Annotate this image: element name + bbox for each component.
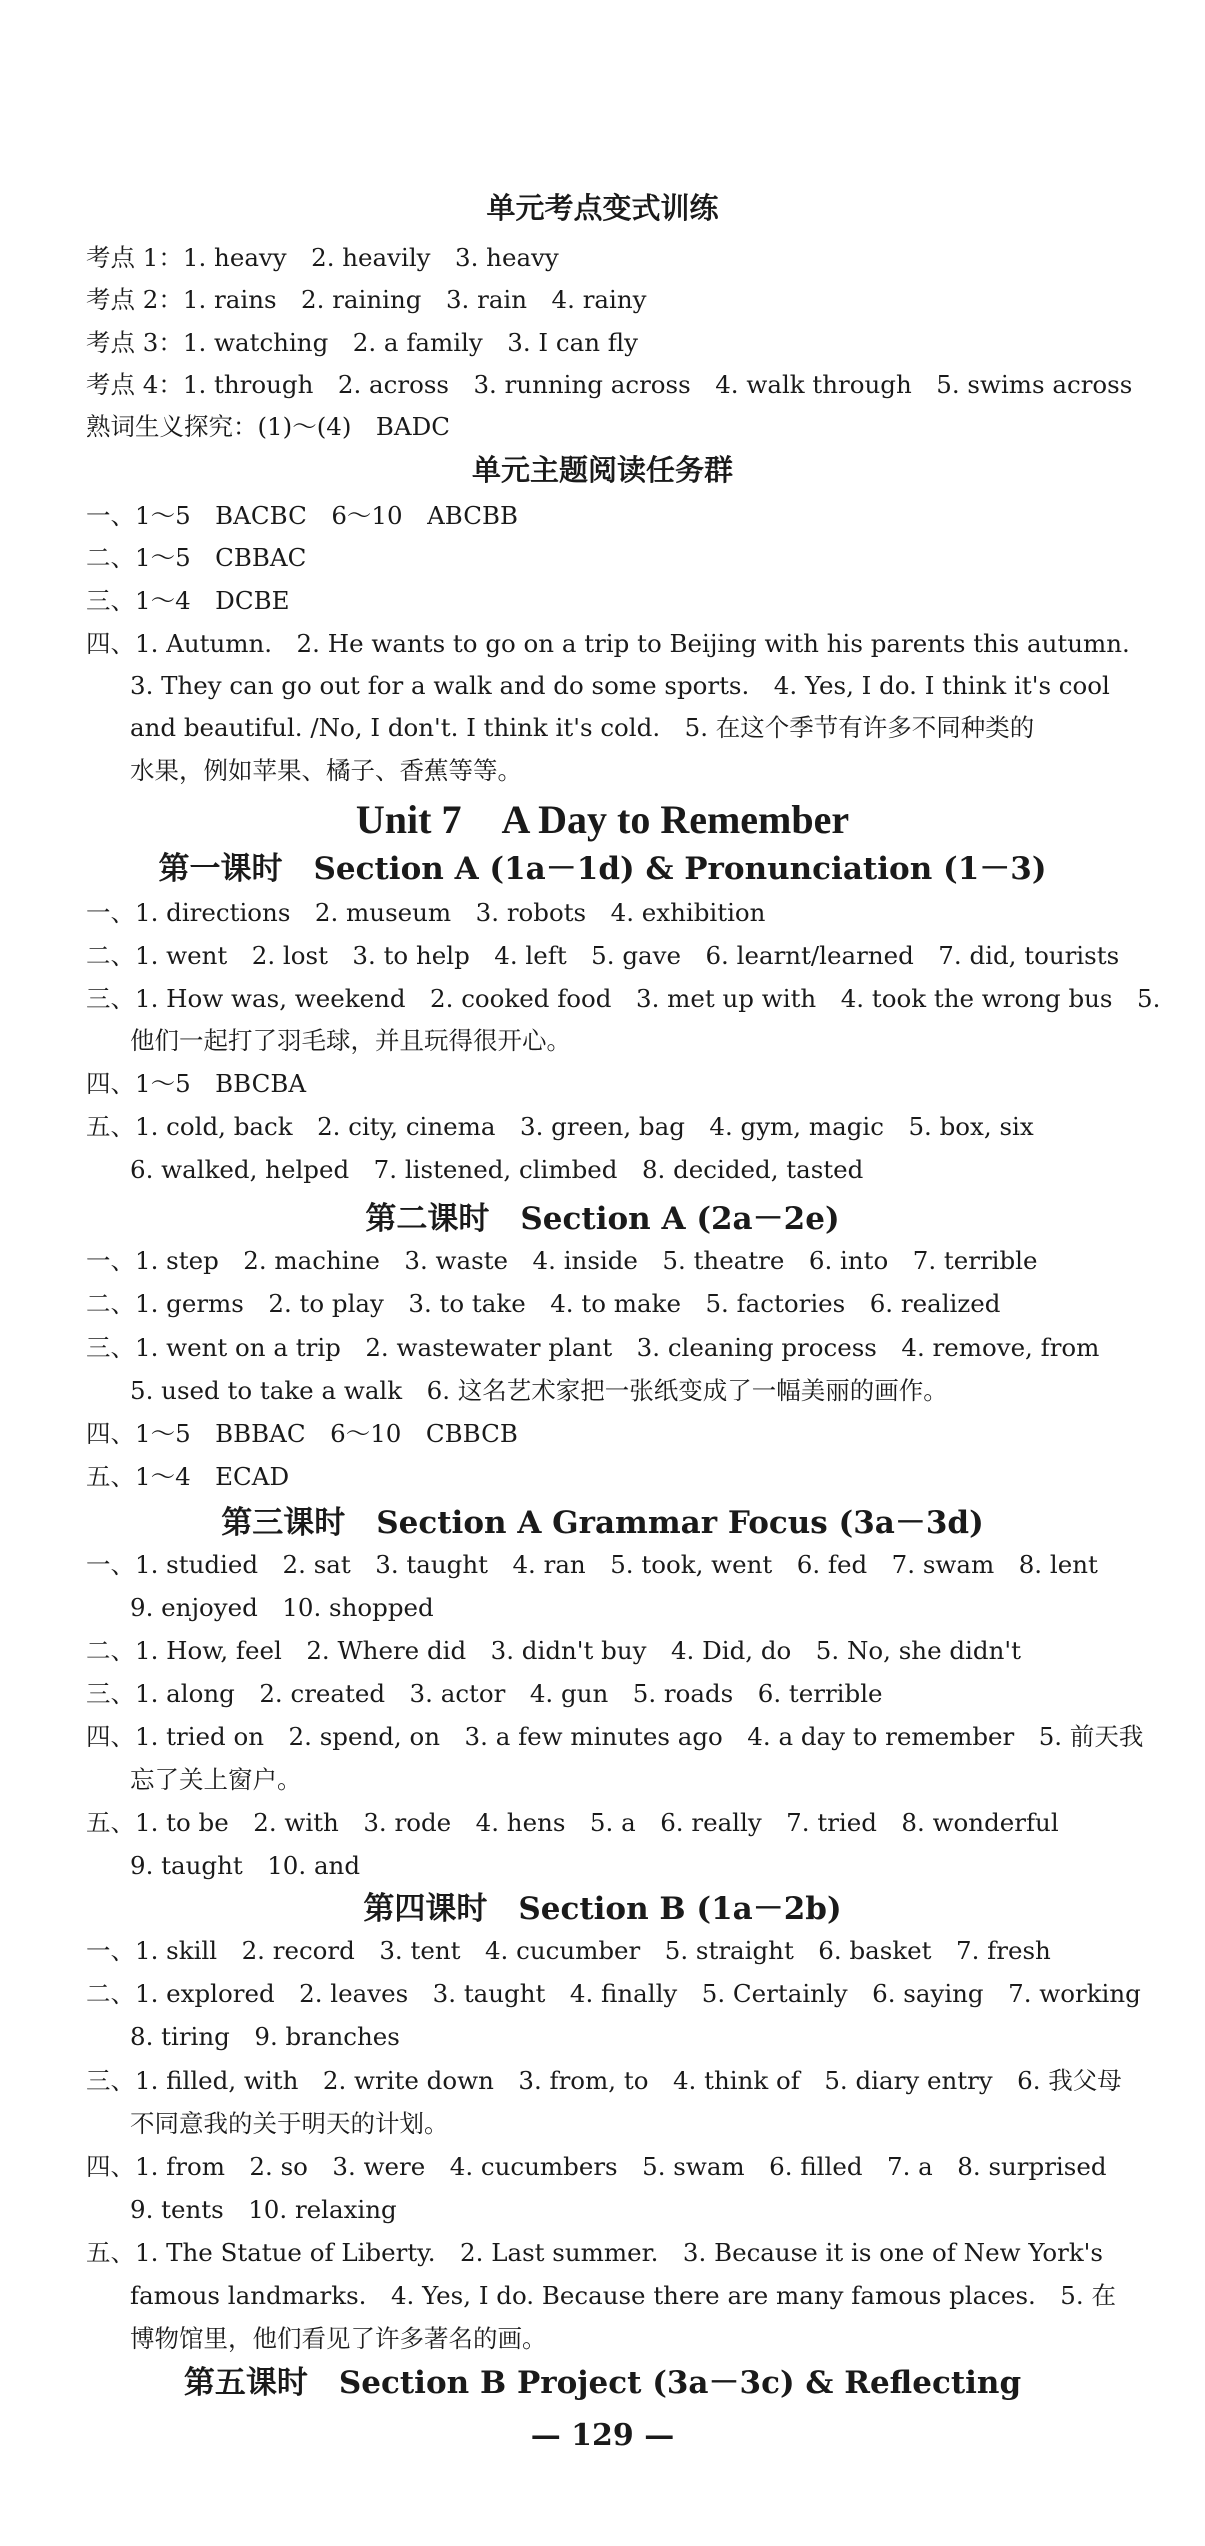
answer-line: 三、1. went on a trip 2. wastewater plant 3. cleaning process 4. remove, from [86, 1333, 1100, 1362]
answer-line: 考点 1：1. heavy 2. heavily 3. heavy [86, 243, 559, 272]
answer-line: 一、1. studied 2. sat 3. taught 4. ran 5. took, went 6. fed 7. swam 8. lent [86, 1550, 1098, 1579]
answer-line: 三、1. along 2. created 3. actor 4. gun 5. roads 6. terrible [86, 1679, 883, 1708]
answer-line: 考点 4：1. through 2. across 3. running across 4. walk through 5. swims across [86, 370, 1133, 399]
lesson-heading-5: 第五课时 Section B Project (3a－3c) & Reflecting [183, 2365, 1022, 2401]
answer-line: 五、1～4 ECAD [86, 1462, 290, 1491]
answer-line: 三、1～4 DCBE [86, 586, 290, 615]
answer-line: 四、1. from 2. so 3. were 4. cucumbers 5. swam 6. filled 7. a 8. surprised [86, 2152, 1107, 2181]
answer-line: 一、1～5 BACBC 6～10 ABCBB [86, 501, 518, 530]
answer-line: 不同意我的关于明天的计划。 [130, 2109, 449, 2138]
answer-line: 9. enjoyed 10. shopped [130, 1593, 434, 1622]
lesson-heading-4: 第四课时 Section B (1a－2b) [363, 1891, 842, 1927]
answer-line: 考点 2：1. rains 2. raining 3. rain 4. rainy [86, 285, 647, 314]
answer-line: 五、1. cold, back 2. city, cinema 3. green, bag 4. gym, magic 5. box, six [86, 1112, 1034, 1141]
answer-line: 二、1. germs 2. to play 3. to take 4. to make 5. factories 6. realized [86, 1289, 1001, 1318]
answer-line: 二、1. explored 2. leaves 3. taught 4. finally 5. Certainly 6. saying 7. working [86, 1979, 1141, 2008]
lesson-heading-1: 第一课时 Section A (1a－1d) & Pronunciation (1－3) [158, 851, 1047, 887]
answer-line: 四、1～5 BBCBA [86, 1069, 307, 1098]
lesson-heading-2: 第二课时 Section A (2a－2e) [365, 1201, 840, 1237]
answer-line: 9. tents 10. relaxing [130, 2195, 397, 2224]
answer-line: 9. taught 10. and [130, 1851, 361, 1880]
answer-line: 忘了关上窗户。 [130, 1765, 302, 1794]
page-number: — 129 — [530, 2418, 675, 2453]
answer-line: 他们一起打了羽毛球，并且玩得很开心。 [130, 1026, 571, 1055]
answer-line: 四、1. Autumn. 2. He wants to go on a trip to Beijing with his parents this autumn. [86, 629, 1130, 658]
answer-line: 熟词生义探究：(1)～(4) BADC [86, 412, 450, 441]
answer-line: 博物馆里，他们看见了许多著名的画。 [130, 2324, 547, 2353]
answer-line: 三、1. How was, weekend 2. cooked food 3. met up with 4. took the wrong bus 5. [86, 984, 1161, 1013]
answer-line: and beautiful. /No, I don't. I think it's cold. 5. 在这个季节有许多不同种类的 [130, 713, 1035, 742]
answer-line: 五、1. The Statue of Liberty. 2. Last summer. 3. Because it is one of New York's [86, 2238, 1103, 2267]
answer-line: 五、1. to be 2. with 3. rode 4. hens 5. a 6. really 7. tried 8. wonderful [86, 1808, 1059, 1837]
answer-line: 二、1. How, feel 2. Where did 3. didn't buy 4. Did, do 5. No, she didn't [86, 1636, 1021, 1665]
answer-line: 3. They can go out for a walk and do some sports. 4. Yes, I do. I think it's cool [130, 671, 1110, 700]
answer-line: 四、1. tried on 2. spend, on 3. a few minutes ago 4. a day to remember 5. 前天我 [86, 1722, 1144, 1751]
section-heading-unit-reading: 单元主题阅读任务群 [471, 453, 733, 487]
answer-line: 四、1～5 BBBAC 6～10 CBBCB [86, 1419, 518, 1448]
answer-line: 二、1～5 CBBAC [86, 543, 307, 572]
answer-line: 6. walked, helped 7. listened, climbed 8. decided, tasted [130, 1155, 864, 1184]
answer-line: 三、1. filled, with 2. write down 3. from, to 4. think of 5. diary entry 6. 我父母 [86, 2066, 1122, 2095]
lesson-heading-3: 第三课时 Section A Grammar Focus (3a－3d) [221, 1505, 984, 1541]
unit-title: Unit 7 A Day to Remember [355, 797, 850, 842]
section-heading-unit-review: 单元考点变式训练 [486, 191, 719, 225]
answer-line: famous landmarks. 4. Yes, I do. Because there are many famous places. 5. 在 [130, 2281, 1116, 2310]
answer-line: 一、1. skill 2. record 3. tent 4. cucumber 5. straight 6. basket 7. fresh [86, 1936, 1051, 1965]
answer-line: 一、1. directions 2. museum 3. robots 4. exhibition [86, 898, 766, 927]
answer-line: 一、1. step 2. machine 3. waste 4. inside 5. theatre 6. into 7. terrible [86, 1246, 1038, 1275]
answer-line: 8. tiring 9. branches [130, 2022, 400, 2051]
answer-line: 二、1. went 2. lost 3. to help 4. left 5. gave 6. learnt/learned 7. did, tourists [86, 941, 1120, 970]
answer-line: 考点 3：1. watching 2. a family 3. I can fly [86, 328, 638, 357]
answer-line: 水果，例如苹果、橘子、香蕉等等。 [130, 756, 522, 785]
answer-line: 5. used to take a walk 6. 这名艺术家把一张纸变成了一幅美丽的画作。 [130, 1376, 948, 1405]
